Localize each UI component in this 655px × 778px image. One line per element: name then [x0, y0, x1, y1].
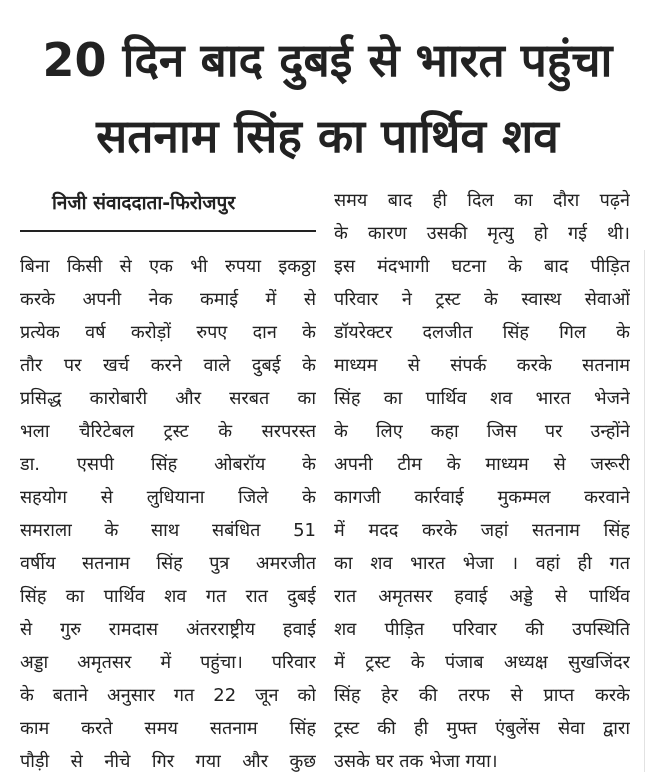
- article-line: सहयोग से लुधियाना जिले के: [20, 487, 316, 508]
- article-line: काम करते समय सतनाम सिंह: [20, 718, 316, 739]
- article-line: उसके घर तक भेजा गया।: [334, 751, 498, 772]
- article-line: सिंह का पार्थिव शव गत रात दुबई: [20, 586, 316, 607]
- article-line: के कारण उसकी मृत्यु हो गई थी।: [334, 223, 630, 244]
- article-line: भला चैरिटेबल ट्रस्ट के सरपरस्त: [20, 421, 316, 442]
- article-line: समय बाद ही दिल का दौरा पढ़ने: [334, 190, 630, 211]
- article-line: शव पीड़ित परिवार की उपस्थिति: [334, 619, 630, 640]
- article-line: प्रसिद्ध कारोबारी और सरबत का: [20, 388, 316, 409]
- headline-line-1: 20 दिन बाद दुबई से भारत पहुंचा: [42, 33, 613, 87]
- article-line: माध्यम से संपर्क करके सतनाम: [334, 355, 630, 376]
- article-line: प्रत्येक वर्ष करोड़ों रुपए दान के: [20, 322, 316, 343]
- article-line: डा. एसपी सिंह ओबरॉय के: [20, 454, 316, 475]
- byline-underline: [20, 230, 316, 232]
- article-line: बिना किसी से एक भी रुपया इकठ्ठा: [20, 256, 316, 277]
- article-line: पौड़ी से नीचे गिर गया और कुछ: [20, 751, 316, 772]
- article-line: करके अपनी नेक कमाई में से: [20, 289, 316, 310]
- article-line: रात अमृतसर हवाई अड्डे से पार्थिव: [334, 586, 630, 607]
- article-line: से गुरु रामदास अंतरराष्ट्रीय हवाई: [20, 619, 316, 640]
- article-line: अड्डा अमृतसर में पहुंचा। परिवार: [20, 652, 316, 673]
- article-line: में ट्रस्ट के पंजाब अध्यक्ष सुखजिंदर: [334, 652, 630, 673]
- article-line: ट्रस्ट की ही मुफ्त एंबुलेंस सेवा द्वारा: [334, 718, 630, 739]
- article-line: अपनी टीम के माध्यम से जरूरी: [334, 454, 630, 475]
- article-line: के बताने अनुसार गत 22 जून को: [20, 685, 316, 706]
- article-line: इस मंदभागी घटना के बाद पीड़ित: [334, 256, 630, 277]
- article-line: सिंह हेर की तरफ से प्राप्त करके: [334, 685, 630, 706]
- article-column-2: [334, 184, 630, 778]
- article-column-1: [20, 250, 316, 778]
- headline-line-2: सतनाम सिंह का पार्थिव शव: [96, 109, 559, 163]
- article-line: समराला के साथ सबंधित 51: [20, 520, 316, 541]
- article-line: वर्षीय सतनाम सिंह पुत्र अमरजीत: [20, 553, 316, 574]
- byline: निजी संवाददाता-फिरोजपुर: [52, 192, 236, 214]
- article-line: में मदद करके जहां सतनाम सिंह: [334, 520, 630, 541]
- article-line: के लिए कहा जिस पर उन्होंने: [334, 421, 630, 442]
- article-line: सिंह का पार्थिव शव भारत भेजने: [334, 388, 630, 409]
- article-line: का शव भारत भेजा । वहां ही गत: [334, 553, 630, 574]
- article-line: परिवार ने ट्रस्ट के स्वास्थ सेवाओं: [334, 289, 630, 310]
- article-line: डॉयरेक्टर दलजीत सिंह गिल के: [334, 322, 630, 343]
- article-line: कागजी कार्रवाई मुकम्मल करवाने: [334, 487, 630, 508]
- adjacent-column-edge: [644, 250, 655, 772]
- article-line: तौर पर खर्च करने वाले दुबई के: [20, 355, 316, 376]
